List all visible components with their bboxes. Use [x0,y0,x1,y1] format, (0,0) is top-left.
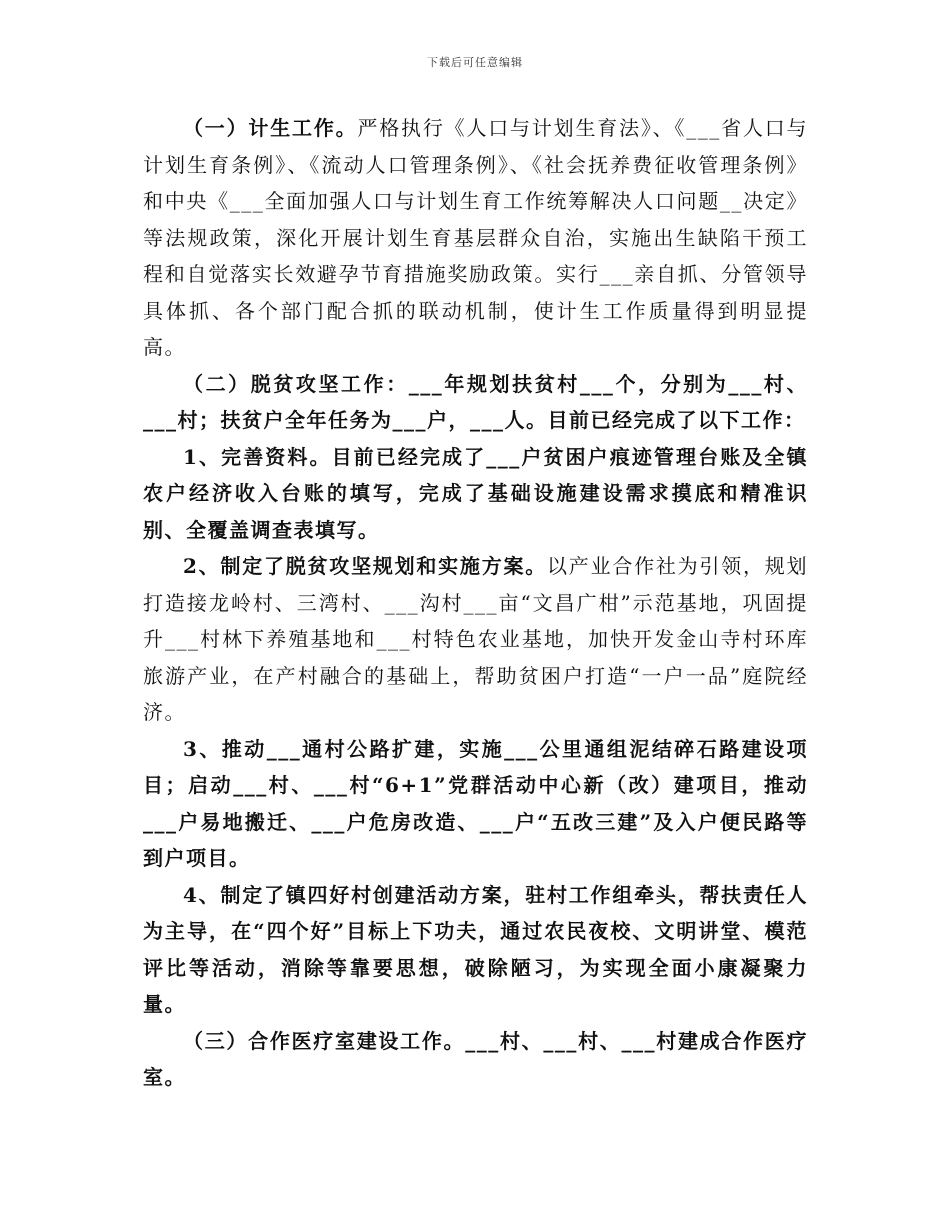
text-family-planning: 严格执行《人口与计划生育法》、《___省人口与计划生育条例》、《流动人口管理条例》、《社会抚养费征收管理条例》和中央《___全面加强人口与计划生育工作统筹解决人口问题__决定》等法规政策，深化开展计划生育基层群众自治，实施出生缺陷干预工程和自觉落实长效避孕节育措施奖励政策。实行___亲自抓、分管领导具体抓、各个部门配合抓的联动机制，使计生工作质量得到明显提高。 [143,116,809,359]
paragraph-item-4: 4、制定了镇四好村创建活动方案，驻村工作组牵头，帮扶责任人为主导，在“四个好”目标上下功夫，通过农民夜校、文明讲堂、模范评比等活动，消除等靠要思想，破除陋习，为实现全面小康凝聚力量。 [143,882,808,1016]
heading-family-planning: （一）计生工作。 [183,116,358,140]
page-header: 下载后可任意编辑 [427,56,523,69]
paragraph-medical: （三）合作医疗室建设工作。___村、___村、___村建成合作医疗室。 [143,1028,808,1089]
text-item-2: 以产业合作社为引领，规划打造接龙岭村、三湾村、___沟村___亩“文昌广柑”示范基地，巩固提升___村林下养殖基地和___村特色农业基地，加快开发金山寺村环库旅游产业，在产村融合的基础上，帮助贫困户打造“一户一品”庭院经济。 [143,554,809,724]
paragraph-item-2 [143,548,808,731]
paragraph-poverty-alleviation: （二）脱贫攻坚工作：___年规划扶贫村___个，分别为___村、___村；扶贫户全年任务为___户，___人。目前已经完成了以下工作： [143,371,808,432]
heading-item-2: 2、制定了脱贫攻坚规划和实施方案。 [183,554,548,578]
document-body [143,110,808,1096]
paragraph-family-planning [143,110,808,366]
paragraph-item-1: 1、完善资料。目前已经完成了___户贫困户痕迹管理台账及全镇农户经济收入台账的填写，完成了基础设施建设需求摸底和精准识别、全覆盖调查表填写。 [143,444,808,542]
paragraph-item-3: 3、推动___通村公路扩建，实施___公里通组泥结碎石路建设项目；启动___村、___村“6+1”党群活动中心新（改）建项目，推动___户易地搬迁、___户危房改造、___户“五改三建”及入户便民路等到户项目。 [143,736,808,870]
